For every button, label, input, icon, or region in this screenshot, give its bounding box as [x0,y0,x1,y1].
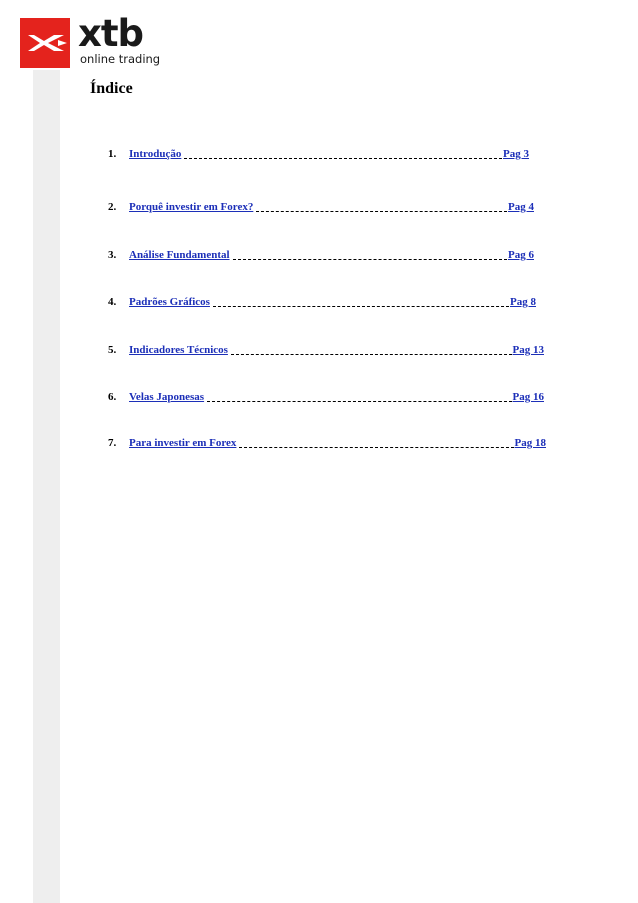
toc-item-4 [108,294,536,310]
toc-item-6 [108,389,544,405]
logo-brand: xtb [78,12,144,55]
toc-number: 7. [108,437,117,449]
toc-leader [184,158,502,159]
toc-leader [231,354,512,355]
toc-item-2 [108,199,534,215]
toc-leader [239,447,513,448]
toc-leader [207,401,511,402]
toc-item-3 [108,247,534,263]
toc-link-introducao[interactable]: Introdução [129,148,182,160]
toc-link-indicadores-tecnicos[interactable]: Indicadores Técnicos [129,344,228,356]
toc-number: 6. [108,391,117,403]
toc-leader [213,306,509,307]
toc-item-1 [108,146,529,162]
toc-page-link[interactable]: Pag 13 [512,344,544,356]
toc-page-link[interactable]: Pag 16 [512,391,544,403]
toc-number: 4. [108,296,117,308]
toc-link-analise-fundamental[interactable]: Análise Fundamental [129,249,230,261]
toc-page-link[interactable]: Pag 18 [514,437,546,449]
page-title: Índice [90,80,133,97]
toc-page-link[interactable]: Pag 3 [503,148,529,160]
toc-page-link[interactable]: Pag 4 [508,201,534,213]
sidebar-bar [33,70,60,903]
toc-item-5 [108,342,544,358]
toc-leader [256,211,507,212]
logo-tagline: online trading [80,52,161,66]
toc-item-7 [108,435,546,451]
toc-number: 1. [108,148,117,160]
toc-link-porque-investir[interactable]: Porquê investir em Forex? [129,201,254,213]
toc-page-link[interactable]: Pag 6 [508,249,534,261]
toc-number: 5. [108,344,117,356]
toc-link-para-investir[interactable]: Para investir em Forex [129,437,237,449]
toc-number: 2. [108,201,117,213]
toc-leader [233,259,507,260]
x-arrow-icon [20,18,70,68]
toc-link-padroes-graficos[interactable]: Padrões Gráficos [129,296,210,308]
toc-page-link[interactable]: Pag 8 [510,296,536,308]
xtb-logo [20,12,161,72]
toc-number: 3. [108,249,117,261]
toc-link-velas-japonesas[interactable]: Velas Japonesas [129,391,205,403]
